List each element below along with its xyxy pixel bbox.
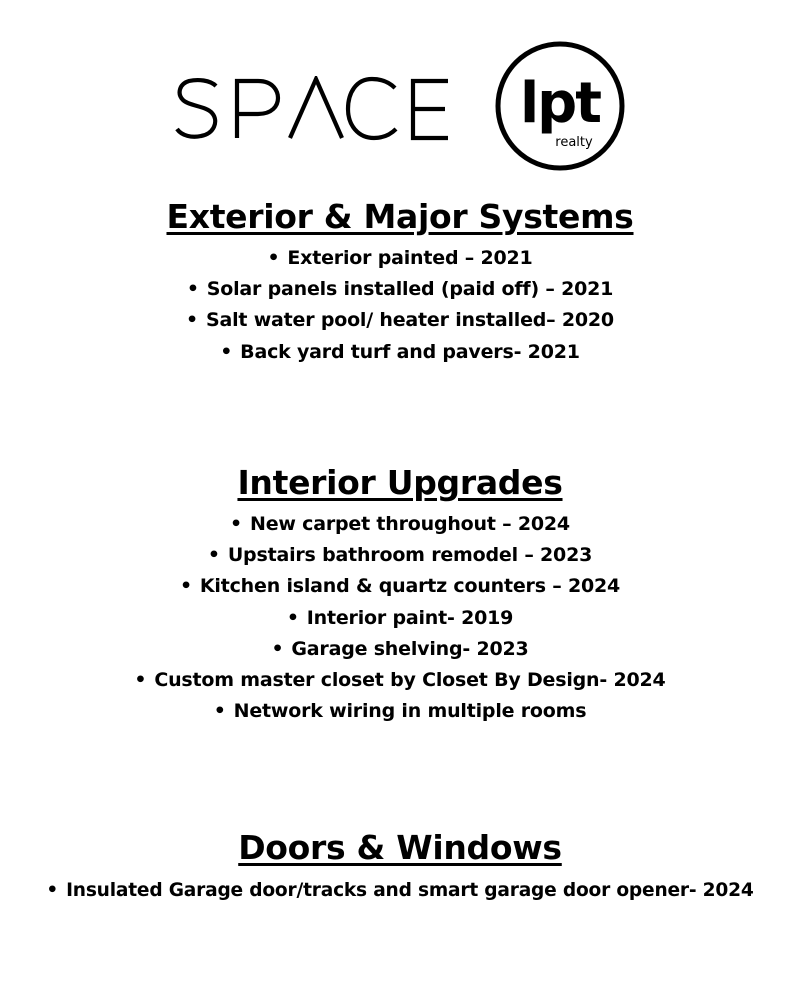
list-item (0, 665, 800, 696)
list-item-text: Garage shelving- 2023 (291, 637, 529, 660)
bullet: • (267, 247, 280, 269)
section-exterior-major-systems (0, 197, 800, 368)
list-item-text: Kitchen island & quartz counters – 2024 (199, 575, 621, 598)
list-item-text: Solar panels installed (paid off) – 2021 (206, 278, 614, 301)
section-title-doors: Doors & Windows (238, 828, 562, 867)
list-item (0, 634, 800, 665)
list-item (0, 603, 800, 634)
bullet: • (286, 606, 299, 629)
list-item (0, 337, 800, 368)
list-item-text: Upstairs bathroom remodel – 2023 (227, 544, 593, 567)
list-item-text: New carpet throughout – 2024 (250, 513, 570, 535)
list-item (0, 571, 800, 602)
list-item-text: Back yard turf and pavers- 2021 (240, 340, 580, 363)
list-item-text: Exterior painted – 2021 (287, 247, 533, 269)
list-item-text: Insulated Garage door/tracks and smart garage door opener- 2024 (66, 880, 754, 901)
bullet: • (207, 544, 220, 567)
logo-header (0, 38, 800, 178)
lpt-badge-text: lpt (519, 71, 601, 136)
bullet: • (213, 700, 226, 723)
bullet: • (186, 278, 199, 301)
list-item-text: Interior paint- 2019 (306, 606, 514, 629)
bullet: • (271, 637, 284, 660)
realty-badge-subtext: realty (555, 135, 593, 150)
list-item (0, 696, 800, 727)
list-item (0, 540, 800, 571)
list-item (0, 875, 800, 906)
section-interior-upgrades (0, 463, 800, 727)
list-item (0, 509, 800, 540)
space-wordmark-logo (174, 76, 454, 142)
doors-items-list (0, 875, 800, 906)
list-item-text: Custom master closet by Closet By Design- 2024 (154, 669, 666, 692)
list-item-text: Salt water pool/ heater installed– 2020 (205, 309, 614, 332)
list-item (0, 274, 800, 305)
bullet: • (179, 575, 192, 598)
section-title-interior: Interior Upgrades (237, 463, 563, 502)
bullet: • (134, 669, 147, 692)
section-doors-windows (0, 828, 800, 906)
list-item-text: Network wiring in multiple rooms (233, 700, 587, 723)
bullet: • (220, 340, 233, 363)
list-item (0, 305, 800, 336)
bullet: • (186, 309, 198, 332)
list-item (0, 243, 800, 274)
exterior-items-list (0, 243, 800, 368)
bullet: • (230, 513, 242, 535)
lpt-realty-badge-logo (492, 38, 628, 174)
interior-items-list (0, 509, 800, 727)
bullet: • (46, 880, 59, 901)
section-title-exterior: Exterior & Major Systems (166, 197, 634, 236)
